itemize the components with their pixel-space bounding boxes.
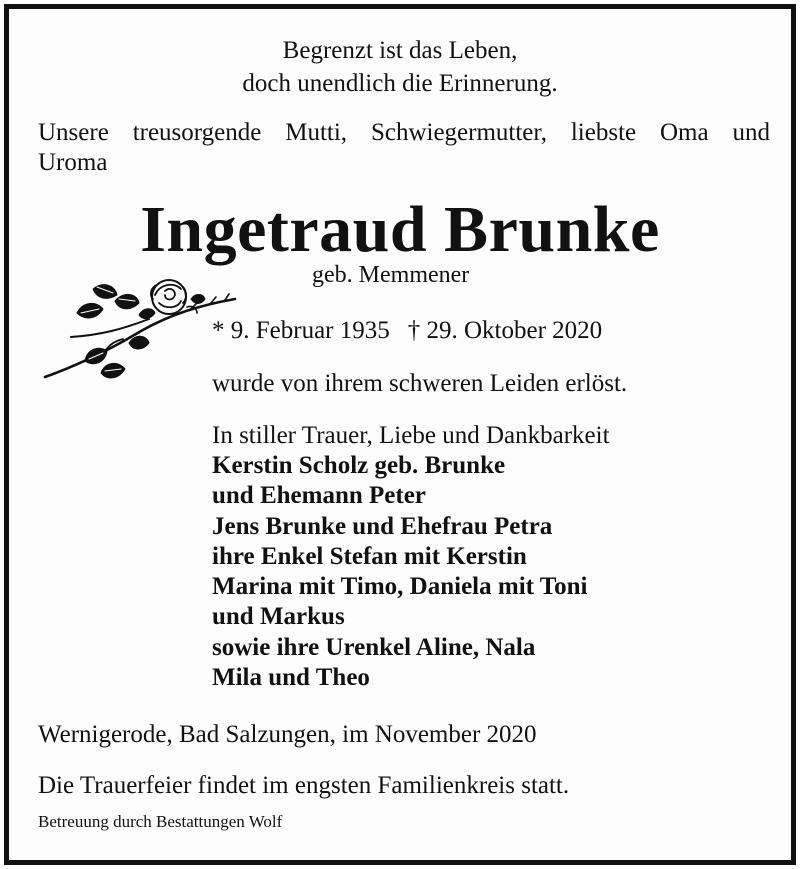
birth-date: * 9. Februar 1935	[212, 317, 390, 344]
mourning-intro: In stiller Trauer, Liebe und Dankbarkeit	[212, 422, 610, 449]
obituary-notice	[4, 4, 796, 865]
death-date: † 29. Oktober 2020	[407, 317, 603, 344]
motto-line-1: Begrenzt ist das Leben,	[282, 37, 518, 64]
place-date: Wernigerode, Bad Salzungen, im November 2020	[38, 721, 537, 748]
intro-line-2: Uroma	[38, 149, 108, 176]
funeral-note: Die Trauerfeier findet im engsten Familienkreis statt.	[38, 772, 570, 799]
mourner-line: Kerstin Scholz geb. Brunke	[212, 452, 506, 479]
released-text: wurde von ihrem schweren Leiden erlöst.	[212, 370, 628, 397]
mourner-line: sowie ihre Urenkel Aline, Nala	[212, 633, 536, 661]
rose-icon	[41, 269, 241, 389]
mourner-line: Mila und Theo	[212, 664, 370, 692]
intro-line-1: Unsere treusorgende Mutti, Schwiegermutter, liebste Oma und	[38, 119, 770, 146]
undertaker-note: Betreuung durch Bestattungen Wolf	[38, 812, 283, 831]
deceased-name: Ingetraud Brunke	[140, 193, 660, 266]
life-dates	[212, 316, 602, 346]
mourner-line: Jens Brunke und Ehefrau Petra	[212, 512, 553, 540]
mourner-line: Marina mit Timo, Daniela mit Toni	[212, 573, 588, 601]
birth-name: geb. Memmener	[312, 262, 470, 288]
mourner-line: und Ehemann Peter	[212, 482, 426, 510]
mourner-line: ihre Enkel Stefan mit Kerstin	[212, 542, 527, 570]
mourners-list	[212, 451, 588, 693]
mourner-line: und Markus	[212, 603, 345, 631]
motto-line-2: doch unendlich die Erinnerung.	[242, 70, 558, 97]
